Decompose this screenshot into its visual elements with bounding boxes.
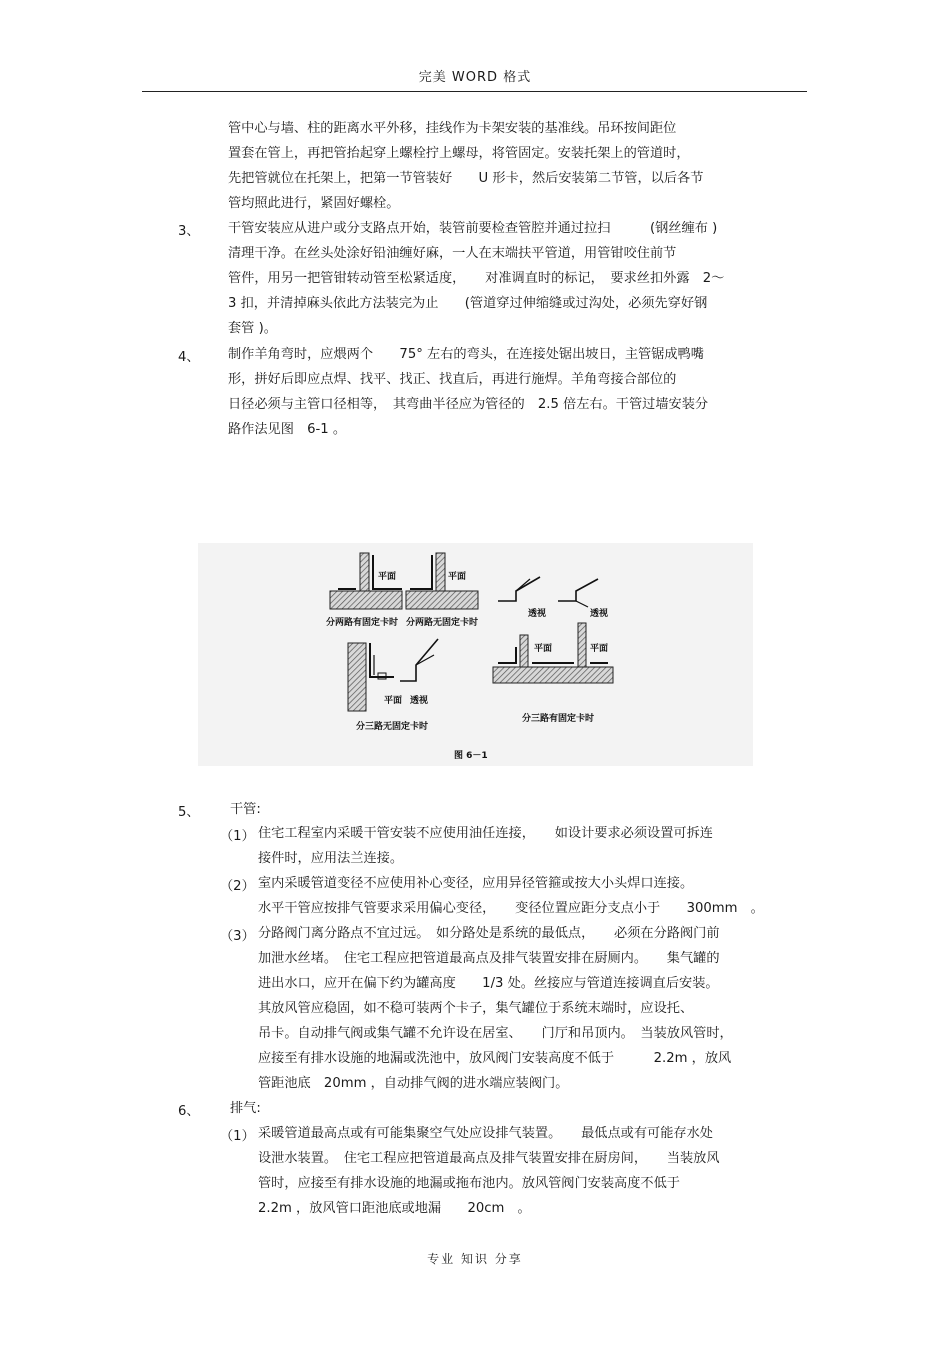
item6-sub1-line: 设泄水装置。 住宅工程应把管道最高点及排气装置安排在厨房间， 当装放风	[258, 1151, 720, 1166]
intro-line: 管中心与墙、柱的距离水平外移，挂线作为卡架安装的基准线。吊环按间距位	[228, 121, 677, 136]
page-footer: 专业 知识 分享	[427, 1252, 523, 1266]
diagram-two-branch-fixed	[325, 553, 402, 628]
sub-number: （2）	[220, 879, 255, 894]
item4-line: 路作法见图 6-1 。	[228, 422, 347, 437]
item6-title: 排气:	[230, 1101, 261, 1116]
item5-sub2-line: 室内采暖管道变径不应使用补心变径，应用异径管箍或按大小头焊口连接。	[258, 876, 694, 891]
item5-sub3-line: 管距池底 20mm ，自动排气阀的进水端应装阀门。	[258, 1076, 569, 1091]
intro-line: 管均照此进行，紧固好螺栓。	[228, 196, 400, 211]
item-number: 3、	[178, 224, 200, 239]
label-plan: 平面	[534, 644, 553, 654]
item5-sub3-line: 其放风管应稳固，如不稳可装两个卡子，集气罐位于系统末端时，应设托、	[258, 1001, 694, 1016]
sub-number: （1）	[220, 1129, 255, 1144]
label-perspective: 透视	[590, 609, 609, 619]
item5-sub3-line: 吊卡。自动排气阀或集气罐不允许设在居室、 门厅和吊顶内。 当装放风管时，	[258, 1026, 733, 1041]
sub-number: （1）	[220, 829, 255, 844]
item5-title: 干管:	[230, 802, 261, 817]
item4-line: 制作羊角弯时，应煨两个 75° 左右的弯头，在连接处锯出坡日，主管锯成鸭嘴	[228, 347, 704, 362]
item3-line: 3 扣，并清掉麻头依此方法装完为止 (管道穿过伸缩缝或过沟处，必须先穿好钢	[228, 296, 708, 311]
caption-two-branch-free: 分两路无固定卡时	[406, 618, 479, 628]
item3-line: 管件，用另一把管钳转动管至松紧适度， 对准调直时的标记， 要求丝扣外露 2～	[228, 271, 725, 286]
page-header: 完美 WORD 格式	[418, 70, 532, 85]
header-rule	[142, 91, 807, 92]
caption-two-branch-fixed: 分两路有固定卡时	[326, 618, 399, 628]
item3-line: 干管安装应从进户或分支路点开始，装管前要检查管腔并通过拉扫 (钢丝缠布 )	[228, 221, 718, 236]
item-number: 6、	[178, 1104, 200, 1119]
item5-sub1-line: 接件时，应用法兰连接。	[258, 851, 404, 866]
item6-sub1-line: 2.2m ，放风管口距池底或地漏 20cm 。	[258, 1201, 531, 1216]
item-number: 5、	[178, 805, 200, 820]
item5-sub1-line: 住宅工程室内采暖干管安装不应使用油任连接， 如设计要求必须设置可拆连	[258, 826, 713, 841]
sub-number: （3）	[220, 929, 255, 944]
item-number: 4、	[178, 350, 200, 365]
item5-sub2-line: 水平干管应按排气管要求采用偏心变径， 变径位置应距分支点小于 300mm 。	[258, 901, 764, 916]
item5-sub3-line: 应接至有排水设施的地漏或洗池中，放风阀门安装高度不低于 2.2m ，放风	[258, 1051, 732, 1066]
label-perspective: 透视	[410, 696, 429, 706]
item6-sub1-line: 采暖管道最高点或有可能集聚空气处应设排气装置。 最低点或有可能存水处	[258, 1126, 713, 1141]
diagram-three-branch-fixed	[493, 623, 613, 724]
caption-three-branch-fixed: 分三路有固定卡时	[522, 714, 595, 724]
intro-line: 先把管就位在托架上，把第一节管装好 U 形卡，然后安装第二节管，以后各节	[228, 171, 704, 186]
intro-line: 置套在管上，再把管抬起穿上螺栓拧上螺母，将管固定。安装托架上的管道时，	[228, 146, 690, 161]
figure-6-1	[198, 543, 753, 766]
item4-line: 日径必须与主管口径相等， 其弯曲半径应为管径的 2.5 倍左右。干管过墙安装分	[228, 397, 709, 412]
diagram-three-branch-free	[348, 639, 438, 732]
label-plan: 平面	[378, 572, 397, 582]
diagram-perspective-pair	[498, 577, 608, 619]
diagram-two-branch-free	[405, 553, 478, 628]
item3-line: 清理干净。在丝头处涂好铅油缠好麻，一人在末端扶平管道，用管钳咬住前节	[228, 246, 677, 261]
figure-number: 图 6－1	[454, 751, 488, 761]
item5-sub3-line: 加泄水丝堵。 住宅工程应把管道最高点及排气装置安排在厨厕内。 集气罐的	[258, 951, 720, 966]
item5-sub3-line: 进出水口，应开在偏下约为罐高度 1/3 处。丝接应与管道连接调直后安装。	[258, 976, 719, 991]
item5-sub3-line: 分路阀门离分路点不宜过远。 如分路处是系统的最低点， 必须在分路阀门前	[258, 926, 720, 941]
caption-three-branch-free: 分三路无固定卡时	[356, 722, 429, 732]
item3-line: 套管 )。	[228, 321, 277, 336]
item6-sub1-line: 管时，应接至有排水设施的地漏或拖布池内。放风管阀门安装高度不低于	[258, 1176, 680, 1191]
label-plan: 平面	[448, 572, 467, 582]
label-plan: 平面	[384, 696, 403, 706]
label-plan: 平面	[590, 644, 609, 654]
item4-line: 形，拼好后即应点焊、找平、找正、找直后，再进行施焊。羊角弯接合部位的	[228, 372, 677, 387]
label-perspective: 透视	[528, 609, 547, 619]
